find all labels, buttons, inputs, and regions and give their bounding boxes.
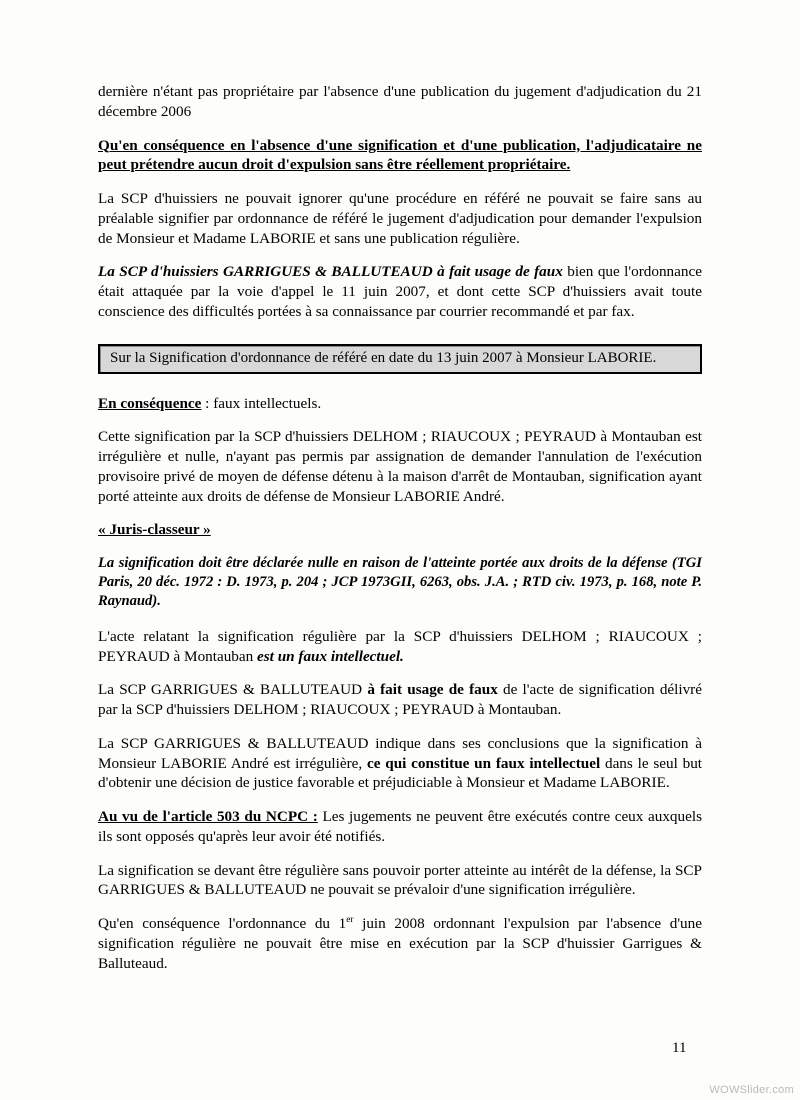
paragraph-intro [98,82,702,122]
paragraph-signification-reguliere [98,861,702,901]
paragraph-signification-irreguliere [98,427,702,506]
conclusions-emphasis: ce qui constitue un faux intellectuel [367,754,601,772]
conclusions-a: La SCP GARRIGUES & BALLUTEAUD indique dans ses conclusions que la signification à Monsieur LABORIE André est irrégulière, [98,734,702,772]
juris-classeur-text: « Juris-classeur » [98,521,211,539]
scp-garrigues-usage-a: La SCP GARRIGUES & BALLUTEAUD [98,681,368,699]
signification-reguliere-text: La signification se devant être régulière sans pouvoir porter atteinte au intérêt de la défense, la SCP GARRIGUES & BALLUTEAUD ne pouvait se prévaloir d'une signification irrégulière. [98,861,702,899]
paragraph-scp-huissiers-text: La SCP d'huissiers ne pouvait ignorer qu'une procédure en référé ne pouvait se faire sans au préalable signifier par ordonnance de référé le jugement d'adjudication pour demander l'expulsion de Monsieur et Madame LABORIE et sans une publication régulière. [98,190,702,247]
acte-relatant-text: L'acte relatant la signification régulière par la SCP d'huissiers DELHOM ; RIAUCOUX ; PEYRAUD à Montauban [98,627,702,665]
paragraph-conclusions [98,734,702,793]
page-number: 11 [672,1040,687,1056]
usage-de-faux-lead: La SCP d'huissiers GARRIGUES & BALLUTEAUD à fait usage de faux [98,263,563,281]
paragraph-article-503 [98,807,702,847]
ordonnance-2008-sup: er [346,915,354,926]
watermark: WOWSlider.com [709,1084,794,1096]
scp-garrigues-usage-emphasis: à fait usage de faux [367,681,498,699]
section-banner [98,344,702,374]
faux-intellectuel-emphasis: est un faux intellectuel. [257,647,404,665]
paragraph-scp-garrigues-usage [98,680,702,720]
juris-classeur-label [98,520,702,540]
paragraph-acte-relatant [98,627,702,667]
usage-de-faux-rest: bien que l'ordonnance était attaquée par la voie d'appel le 11 juin 2007, et dont cette SCP d'huissiers avait toute conscience des difficultés portées à sa connaissance par courrier recommandé et par fax. [98,263,702,320]
ordonnance-2008-b: juin 2008 ordonnant l'expulsion par l'absence d'une signification régulière ne pouvait être mise en exécution par la SCP d'huissier Garrigues & Balluteaud. [98,915,702,972]
scp-garrigues-usage-c: de l'acte de signification délivré par la SCP d'huissiers DELHOM ; RIAUCOUX ; PEYRAUD à Montauban. [98,681,702,719]
section-banner-text: Sur la Signification d'ordonnance de référé en date du 13 juin 2007 à Monsieur LABORIE. [110,349,657,366]
paragraph-ordonnance-2008 [98,914,702,973]
citation-text: La signification doit être déclarée nulle en raison de l'atteinte portée aux droits de la défense (TGI Paris, 20 déc. 1972 : D. 1973, p. 204 ; JCP 1973GII, 6263, obs. J.A. ; RTD civ. 1973, p. 168, note P. Raynaud). [98,555,702,609]
en-consequence-rest: : faux intellectuels. [201,394,322,412]
paragraph-en-consequence [98,394,702,414]
article-503-rest: Les jugements ne peuvent être exécutés contre ceux auxquels ils sont opposés qu'après leur avoir été notifiés. [98,808,702,845]
ordonnance-2008-a: Qu'en conséquence l'ordonnance du 1 [98,915,347,933]
paragraph-usage-de-faux [98,262,702,321]
document-body [98,82,702,987]
paragraph-consequence-heading [98,136,702,176]
paragraph-scp-huissiers [98,189,702,248]
citation-block [98,554,702,611]
conclusions-c: dans le seul but d'obtenir une décision de justice favorable et préjudiciable à Monsieur et Madame LABORIE. [98,754,703,792]
article-503-lead: Au vu de l'article 503 du NCPC : [98,808,318,826]
en-consequence-lead: En conséquence [98,394,202,412]
consequence-heading-text: Qu'en conséquence en l'absence d'une signification et d'une publication, l'adjudicataire ne peut prétendre aucun droit d'expulsion sans être réellement propriétaire. [98,136,702,174]
signification-irreguliere-text: Cette signification par la SCP d'huissiers DELHOM ; RIAUCOUX ; PEYRAUD à Montauban est irrégulière et nulle, n'ayant pas permis par assignation de demander l'annulation de l'exécution provisoire privé de moyen de défense détenu à la maison d'arrêt de Montauban, signification ayant porté atteinte aux droits de défense de Monsieur LABORIE André. [98,428,702,505]
paragraph-intro-text: dernière n'étant pas propriétaire par l'absence d'une publication du jugement d'adjudication du 21 décembre 2006 [98,83,702,120]
